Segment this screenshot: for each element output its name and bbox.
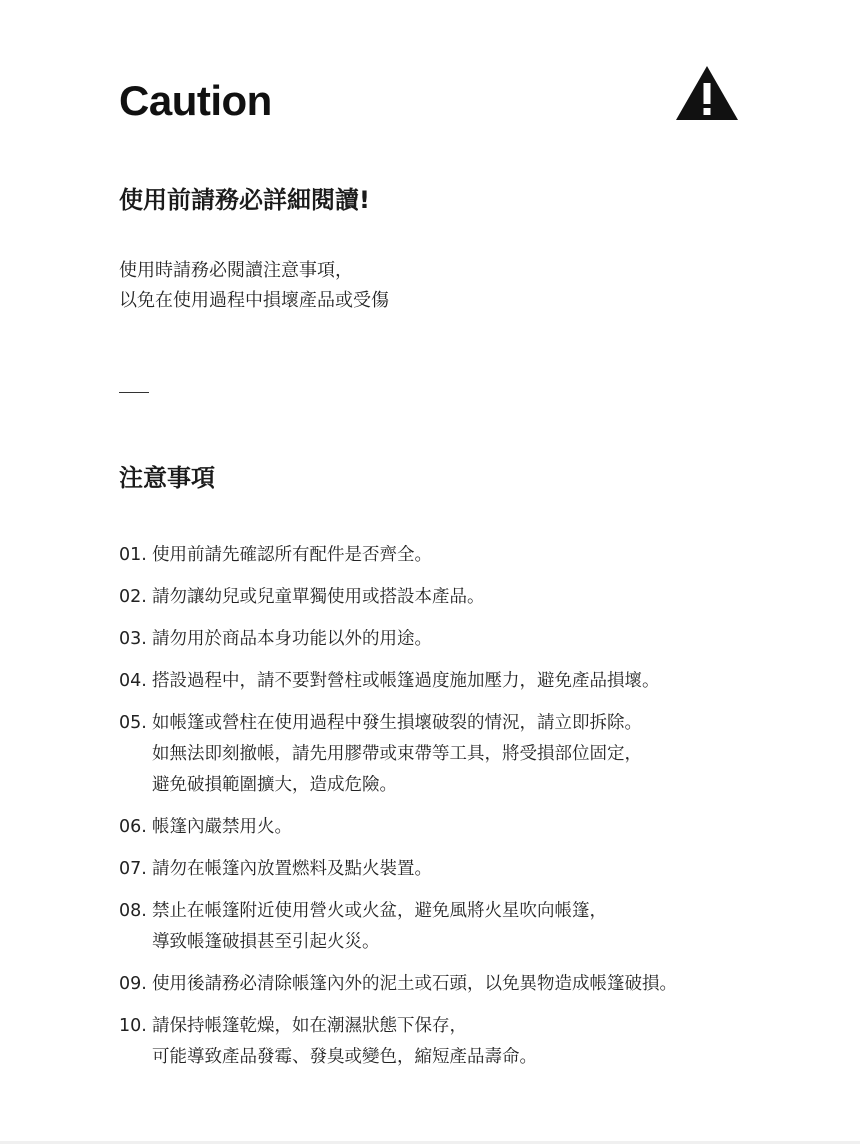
warning-triangle-icon bbox=[676, 66, 738, 120]
item-number: 08. bbox=[119, 901, 147, 921]
item-text bbox=[152, 708, 819, 801]
item-text-line: 請勿用於商品本身功能以外的用途。 bbox=[152, 629, 432, 649]
list-item bbox=[119, 812, 819, 843]
item-number: 05. bbox=[119, 713, 147, 733]
item-number: 07. bbox=[119, 859, 147, 879]
list-item bbox=[119, 540, 819, 571]
item-number: 04. bbox=[119, 671, 147, 691]
item-text-line: 可能導致產品發霉、發臭或變色，縮短產品壽命。 bbox=[152, 1047, 537, 1067]
list-item bbox=[119, 582, 819, 613]
item-text-line: 使用後請務必清除帳篷內外的泥土或石頭，以免異物造成帳篷破損。 bbox=[152, 974, 677, 994]
intro-text bbox=[119, 256, 389, 316]
list-item bbox=[119, 666, 819, 697]
item-number: 02. bbox=[119, 587, 147, 607]
item-text-line: 導致帳篷破損甚至引起火災。 bbox=[152, 932, 380, 952]
item-number: 09. bbox=[119, 974, 147, 994]
divider bbox=[119, 392, 149, 393]
section-title: 注意事項 bbox=[119, 464, 215, 492]
intro-line: 以免在使用過程中損壞產品或受傷 bbox=[119, 290, 389, 311]
list-item bbox=[119, 854, 819, 885]
list-item bbox=[119, 624, 819, 655]
item-text-line: 避免破損範圍擴大，造成危險。 bbox=[152, 775, 397, 795]
page-title: Caution bbox=[119, 77, 272, 124]
item-text-line: 搭設過程中，請不要對營柱或帳篷過度施加壓力，避免產品損壞。 bbox=[152, 671, 660, 691]
item-number: 01. bbox=[119, 545, 147, 565]
list-item bbox=[119, 896, 819, 958]
item-text bbox=[152, 969, 819, 1000]
item-text-line: 使用前請先確認所有配件是否齊全。 bbox=[152, 545, 432, 565]
item-text-line: 請保持帳篷乾燥，如在潮濕狀態下保存， bbox=[152, 1016, 467, 1036]
item-number: 06. bbox=[119, 817, 147, 837]
item-text bbox=[152, 812, 819, 843]
item-number: 10. bbox=[119, 1016, 147, 1036]
item-text bbox=[152, 624, 819, 655]
item-text bbox=[152, 1011, 819, 1073]
item-text bbox=[152, 582, 819, 613]
item-text-line: 如帳篷或營柱在使用過程中發生損壞破裂的情況，請立即拆除。 bbox=[152, 713, 642, 733]
item-text-line: 帳篷內嚴禁用火。 bbox=[152, 817, 292, 837]
item-text bbox=[152, 896, 819, 958]
item-text bbox=[152, 666, 819, 697]
intro-line: 使用時請務必閱讀注意事項， bbox=[119, 260, 353, 281]
item-text-line: 請勿讓幼兒或兒童單獨使用或搭設本產品。 bbox=[152, 587, 485, 607]
list-item bbox=[119, 969, 819, 1000]
list-item bbox=[119, 1011, 819, 1073]
item-text bbox=[152, 854, 819, 885]
item-text-line: 如無法即刻撤帳，請先用膠帶或束帶等工具，將受損部位固定， bbox=[152, 744, 642, 764]
item-text-line: 請勿在帳篷內放置燃料及點火裝置。 bbox=[152, 859, 432, 879]
list-item bbox=[119, 708, 819, 801]
item-text-line: 禁止在帳篷附近使用營火或火盆，避免風將火星吹向帳篷， bbox=[152, 901, 607, 921]
item-text bbox=[152, 540, 819, 571]
item-number: 03. bbox=[119, 629, 147, 649]
read-before-use-heading: 使用前請務必詳細閱讀! bbox=[119, 186, 370, 214]
caution-list bbox=[119, 540, 819, 1084]
